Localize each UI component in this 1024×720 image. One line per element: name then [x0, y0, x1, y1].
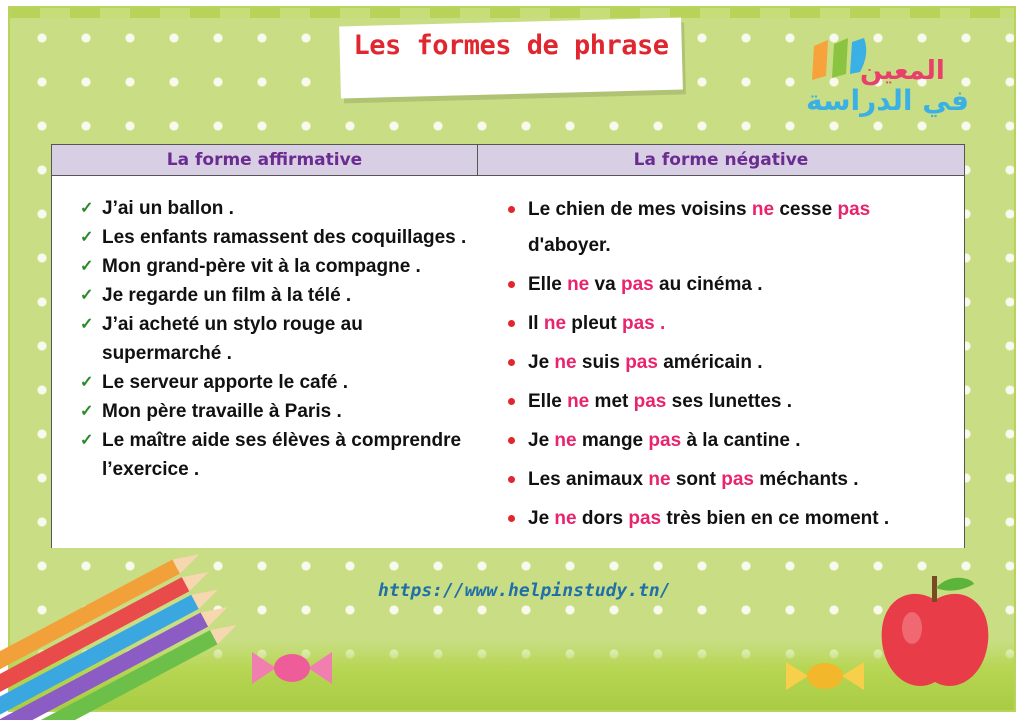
top-stripe: [10, 8, 1014, 18]
logo-text-bottom: في الدراسة: [806, 84, 969, 117]
red-bullet-icon: [508, 398, 515, 405]
affirmative-item: [80, 223, 470, 252]
sentence-fragment: suis: [576, 352, 626, 373]
check-icon: ✓: [80, 287, 94, 304]
negation-word: ne: [567, 391, 590, 412]
affirmative-item-text: Le maître aide ses élèves à comprendre l’exercice .: [102, 430, 462, 480]
negative-item: [506, 423, 956, 459]
negation-word: pas: [837, 199, 871, 220]
check-icon: ✓: [80, 229, 94, 246]
negative-list: [506, 192, 956, 540]
sentence-fragment: Je: [528, 508, 555, 529]
check-icon: ✓: [80, 432, 94, 449]
check-icon: ✓: [80, 403, 94, 420]
check-icon: ✓: [80, 374, 94, 391]
red-bullet-icon: [508, 320, 515, 327]
sentence-fragment: Il: [528, 313, 544, 334]
table-body: [52, 176, 964, 548]
red-bullet-icon: [508, 476, 515, 483]
sentence-fragment: Elle: [528, 274, 568, 295]
candy-icon: [252, 646, 332, 690]
sentence-fragment: met: [589, 391, 634, 412]
sentence-fragment: va: [589, 274, 621, 295]
negation-word: pas: [633, 391, 667, 412]
pencils-icon: [0, 530, 260, 720]
affirmative-item-text: J’ai acheté un stylo rouge au supermarché .: [102, 314, 363, 364]
affirmative-item-text: Mon père travaille à Paris .: [102, 401, 342, 422]
negative-item: [506, 501, 956, 537]
affirmative-item: [80, 310, 470, 368]
affirmative-item: [80, 281, 470, 310]
affirmative-list: [80, 194, 470, 484]
sentence-fragment: pleut: [566, 313, 622, 334]
negative-item: [506, 384, 956, 420]
sentence-fragment: très bien en ce moment .: [661, 508, 890, 529]
header-negative: La forme négative: [633, 150, 809, 170]
negation-word: ne: [543, 313, 567, 334]
sentence-fragment: Les animaux: [528, 469, 649, 490]
apple-icon: [870, 570, 1000, 700]
negative-item: [506, 267, 956, 303]
negation-word: ne: [648, 469, 671, 490]
sentence-fragment: Je: [528, 430, 555, 451]
affirmative-item: [80, 194, 470, 223]
sentence-fragment: ses lunettes .: [666, 391, 793, 412]
check-icon: ✓: [80, 200, 94, 217]
affirmative-item-text: J’ai un ballon .: [102, 198, 234, 219]
red-bullet-icon: [508, 515, 515, 522]
check-icon: ✓: [80, 316, 94, 333]
phrase-forms-table: [51, 144, 965, 548]
red-bullet-icon: [508, 437, 515, 444]
negation-word: pas: [721, 469, 754, 490]
affirmative-item-text: Je regarde un film à la télé .: [102, 285, 352, 306]
negation-word: ne: [567, 274, 590, 295]
negation-word: pas: [620, 274, 654, 295]
affirmative-item-text: Les enfants ramassent des coquillages .: [102, 227, 467, 248]
candy-icon-yellow: [786, 656, 864, 696]
red-bullet-icon: [508, 281, 515, 288]
sentence-fragment: au cinéma .: [653, 274, 763, 295]
negation-word: pas .: [621, 313, 666, 334]
negation-word: ne: [554, 508, 577, 529]
sentence-fragment: mange: [576, 430, 649, 451]
negative-item: [506, 306, 956, 342]
red-bullet-icon: [508, 359, 515, 366]
sentence-fragment: à la cantine .: [681, 430, 801, 451]
sentence-fragment: dors: [576, 508, 629, 529]
negative-item: [506, 345, 956, 381]
table-header-row: [52, 145, 964, 176]
negation-word: pas: [648, 430, 682, 451]
sentence-fragment: sont: [670, 469, 722, 490]
negation-word: pas: [628, 508, 662, 529]
sentence-fragment: d'aboyer.: [528, 235, 611, 256]
negative-item: [506, 192, 956, 264]
logo-text-top: المعين: [860, 56, 945, 86]
affirmative-item: [80, 252, 470, 281]
affirmative-item: [80, 426, 470, 484]
red-bullet-icon: [508, 206, 515, 213]
sentence-fragment: cesse: [774, 199, 838, 220]
affirmative-item: [80, 397, 470, 426]
header-affirmative: La forme affirmative: [166, 150, 363, 170]
sentence-fragment: Elle: [528, 391, 568, 412]
sentence-fragment: américain .: [657, 352, 763, 373]
sentence-fragment: Le chien de mes voisins: [528, 199, 752, 220]
sentence-fragment: Je: [528, 352, 555, 373]
negation-word: ne: [554, 352, 577, 373]
sentence-fragment: méchants .: [754, 469, 859, 490]
check-icon: ✓: [80, 258, 94, 275]
affirmative-item-text: Le serveur apporte le café .: [102, 372, 349, 393]
affirmative-item: [80, 368, 470, 397]
page-title: Les formes de phrase: [353, 30, 669, 61]
negation-word: ne: [751, 199, 775, 220]
footer-url: https://www.helpinstudy.tn/: [378, 580, 671, 601]
affirmative-item-text: Mon grand-père vit à la compagne .: [102, 256, 421, 277]
negation-word: pas: [625, 352, 658, 373]
negative-item: [506, 462, 956, 498]
negation-word: ne: [554, 430, 577, 451]
